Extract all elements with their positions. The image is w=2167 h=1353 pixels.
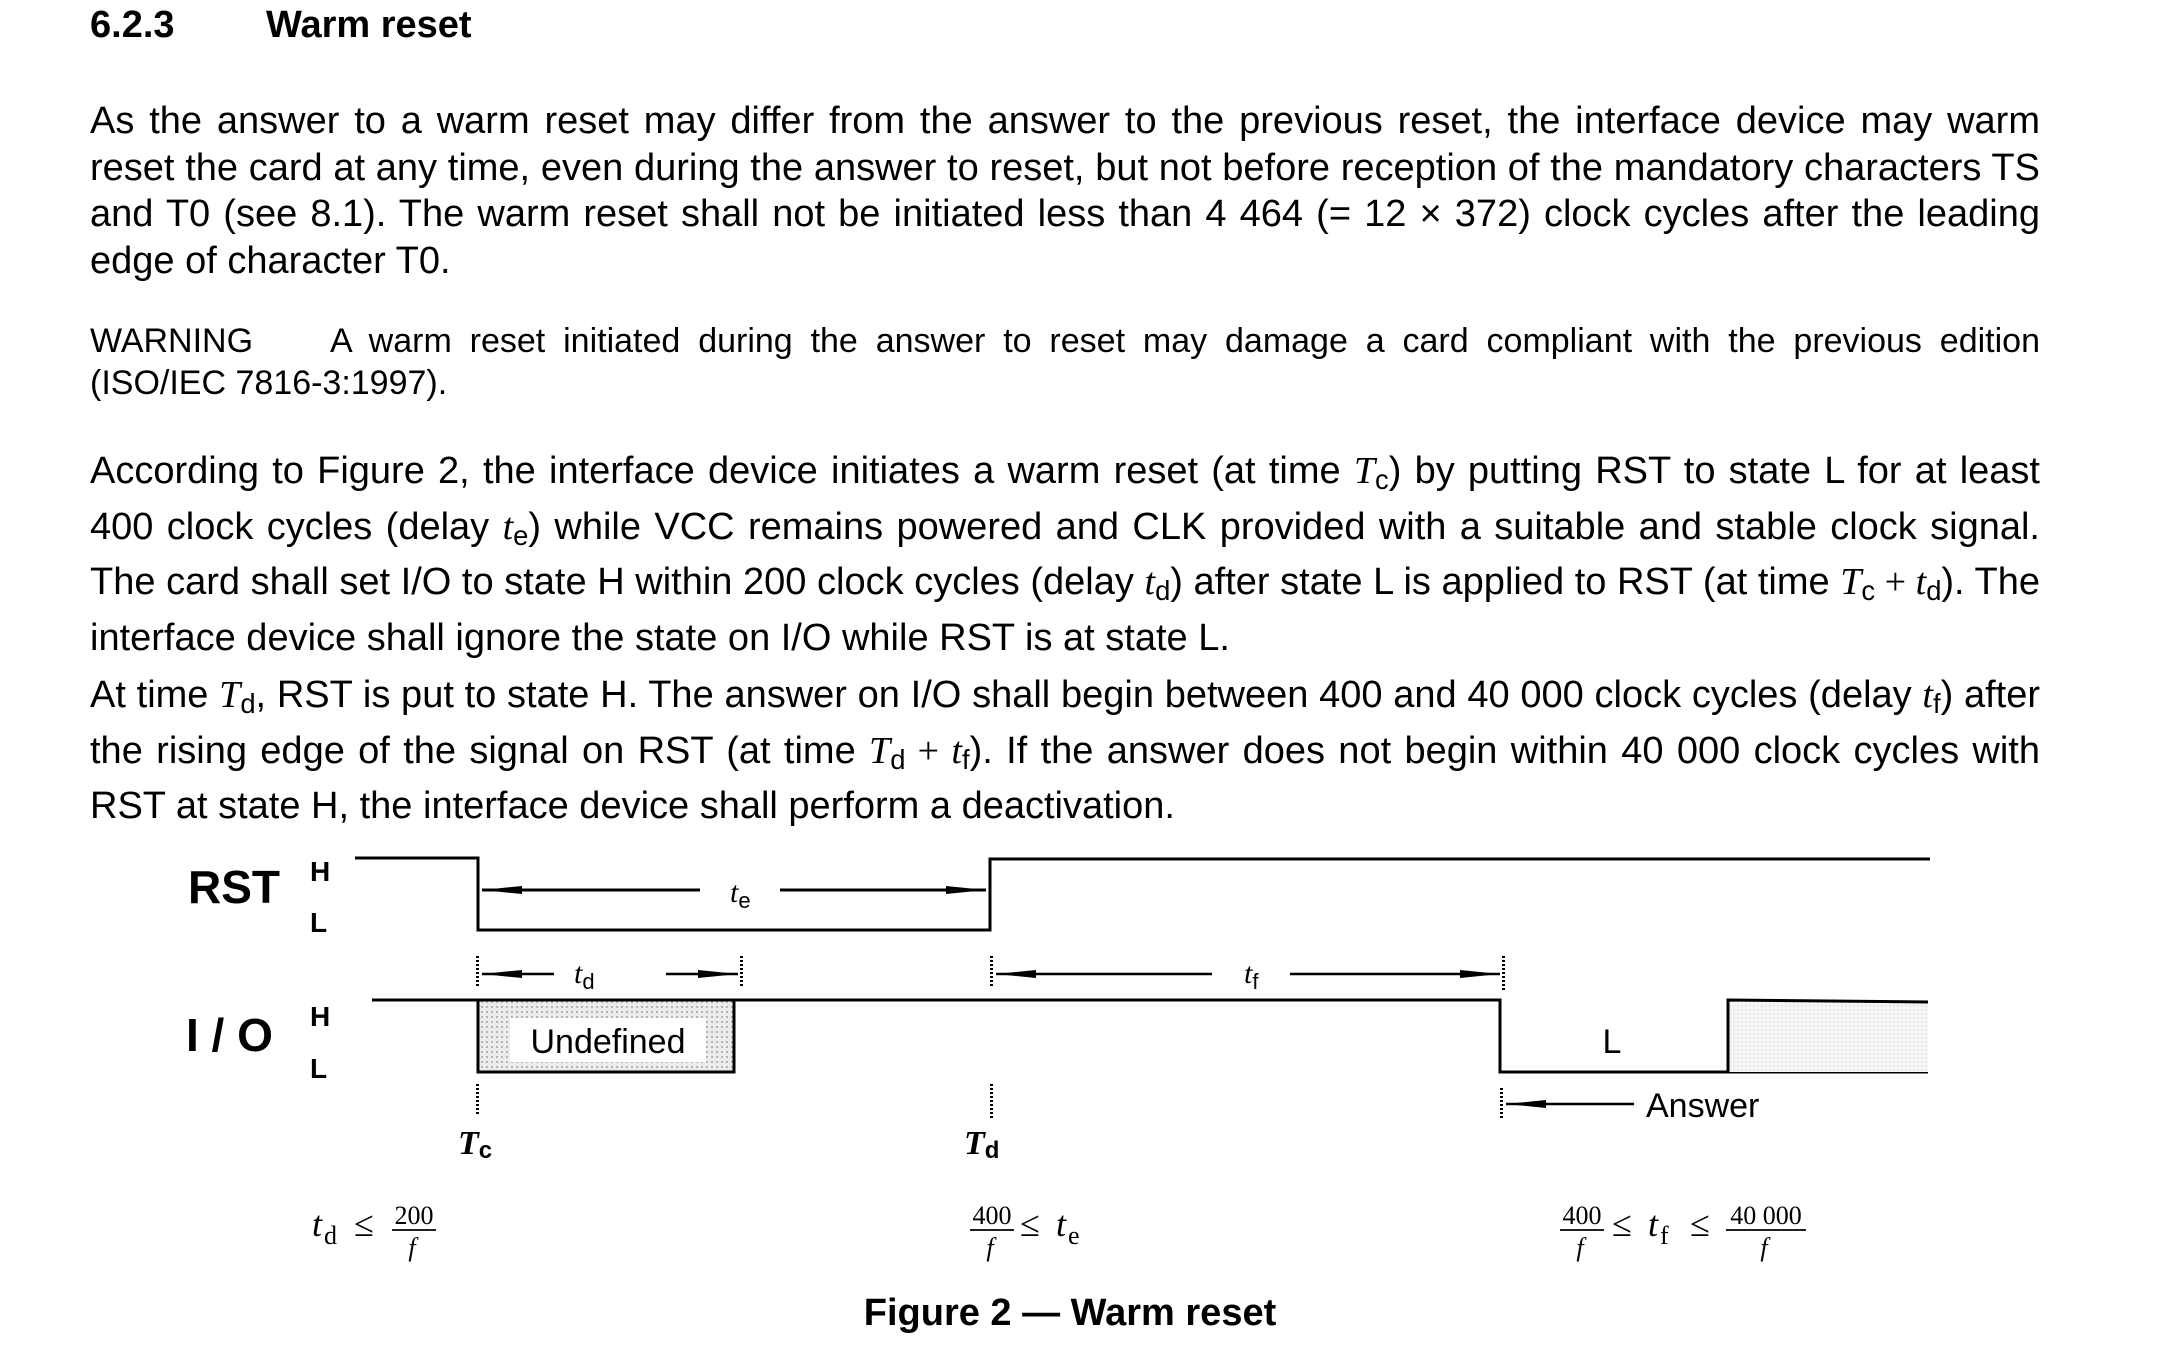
time-td-label: Td — [964, 1125, 1000, 1164]
answer-region-fill — [1728, 1000, 1928, 1072]
answer-label: Answer — [1646, 1087, 1760, 1125]
rst-state-low-label: L — [310, 907, 328, 938]
time-tc-label: Tc — [458, 1125, 493, 1164]
svg-text:≤: ≤ — [1690, 1204, 1710, 1244]
svg-text:f: f — [1760, 1233, 1768, 1262]
svg-text:e: e — [1068, 1221, 1080, 1250]
symbol-tf: $t_f$ — [951, 729, 970, 775]
io-low-state-label: L — [1602, 1023, 1622, 1061]
section-number: 6.2.3 — [90, 4, 175, 46]
rst-state-high-label: H — [310, 856, 331, 887]
svg-text:f: f — [1660, 1221, 1669, 1250]
svg-text:400: 400 — [972, 1201, 1012, 1230]
tick-td-end — [740, 956, 743, 988]
tick-td-start — [476, 956, 479, 988]
paragraph-figure-description: According to Figure 2, the interface device initiates a warm reset (at time $T_c$) by putting RST to state L for at least 400 clock cycles (delay $t_e$) while VCC remains powered and CLK provided with a suitable and stable clock signal. The card shall set I/O to state H within 200 clock cycles (delay $t_d$) after state L is applied to RST (at time $T_c + t_d$). The interface device shall ignore the state on I/O while RST is at state L. — [90, 450, 2041, 659]
symbol-td: $t_d$ — [1915, 561, 1942, 607]
tick-td-time — [990, 1084, 993, 1118]
tf-label: $t_f$ — [1244, 957, 1259, 994]
symbol-tf: $t_f$ — [1922, 674, 1941, 720]
symbol-Tc: $T_c$ — [1353, 450, 1389, 496]
tick-tf-end — [1502, 954, 1505, 990]
symbol-td: $t_d$ — [1144, 561, 1171, 607]
formula-te-limit — [970, 1201, 1080, 1262]
svg-text:40 000: 40 000 — [1730, 1201, 1802, 1230]
rst-signal-label: RST — [188, 861, 280, 913]
figure-caption: Figure 2 — Warm reset — [863, 1292, 1277, 1334]
td-label: $t_d$ — [574, 957, 595, 994]
undefined-label: Undefined — [530, 1023, 686, 1061]
warning-label: WARNING — [90, 322, 254, 360]
svg-text:d: d — [324, 1221, 337, 1250]
io-state-low-label: L — [310, 1053, 328, 1084]
io-signal-label: I / O — [186, 1009, 273, 1061]
symbol-Td: $T_d$ — [869, 729, 906, 775]
svg-text:t: t — [1056, 1204, 1067, 1244]
rst-waveform — [355, 858, 1930, 930]
svg-text:f: f — [986, 1233, 994, 1262]
symbol-Td: $T_d$ — [219, 674, 256, 720]
paragraph-answer-timing: At time $T_d$, RST is put to state H. The answer on I/O shall begin between 400 and 40 000 clock cycles (delay $t_f$) after the rising edge of the signal on RST (at time $T_d + t_f$). If the answer does not begin within 40 000 clock cycles with RST at state H, the interface device shall perform a deactivation. — [90, 674, 2041, 828]
svg-text:400: 400 — [1562, 1201, 1602, 1230]
formula-td-limit — [312, 1201, 436, 1262]
te-label: $t_e$ — [730, 876, 751, 913]
svg-text:≤: ≤ — [354, 1204, 374, 1244]
svg-text:f: f — [408, 1233, 416, 1262]
io-state-high-label: H — [310, 1001, 331, 1032]
section-title: Warm reset — [266, 4, 472, 46]
formula-tf-limit — [1560, 1201, 1806, 1262]
symbol-Tc: $T_c$ — [1840, 561, 1876, 607]
svg-text:200: 200 — [394, 1201, 434, 1230]
svg-text:≤: ≤ — [1612, 1204, 1632, 1244]
svg-text:t: t — [312, 1204, 323, 1244]
tick-tc — [476, 1082, 479, 1116]
tick-tf-start — [990, 956, 993, 988]
svg-text:f: f — [1576, 1233, 1584, 1262]
tick-answer-start — [1500, 1088, 1503, 1120]
paragraph-warm-reset-intro: As the answer to a warm reset may differ from the answer to the previous reset, the interface device may warm reset the card at any time, even during the answer to reset, but not before reception of the mandatory characters TS and T0 (see 8.1). The warm reset shall not be initiated less than 4 464 (= 12 × 372) clock cycles after the leading edge of character T0. — [90, 100, 2040, 282]
symbol-te: $t_e$ — [502, 505, 529, 551]
warning-text: A warm reset initiated during the answer to reset may damage a card compliant with the previous edition (ISO/IEC 7816-3:1997). — [90, 322, 2040, 402]
svg-text:≤: ≤ — [1020, 1204, 1040, 1244]
svg-text:t: t — [1648, 1204, 1659, 1244]
